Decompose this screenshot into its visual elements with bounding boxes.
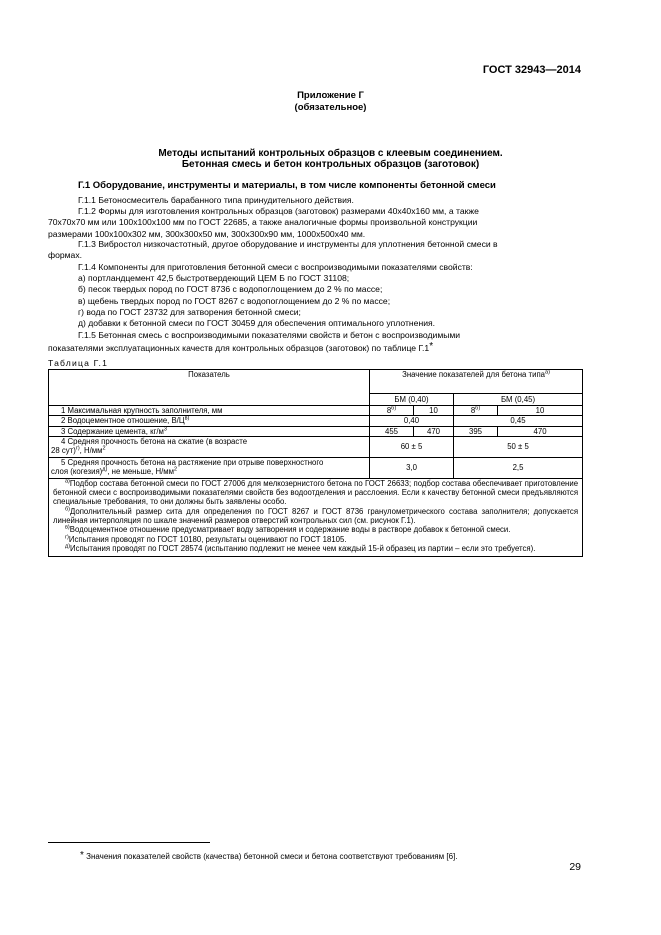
table-note bbox=[53, 507, 578, 526]
note-mark: в) bbox=[65, 524, 70, 531]
row-label-sup: 2 bbox=[173, 466, 178, 473]
paragraph-text: показателями эксплуатационных качеств для контрольных образцов (заготовок) по таблице Г.1 bbox=[48, 343, 430, 354]
row-label-text: 5 Средняя прочность бетона на растяжение при отрыве поверхностного bbox=[61, 457, 324, 467]
table-note bbox=[53, 535, 578, 544]
type-header-1: БМ (0,40) bbox=[370, 394, 454, 406]
table-row bbox=[49, 436, 583, 457]
note-text: Испытания проводят по ГОСТ 28574 (испытанию подлежит не менее чем каждый 15-й образец из партии – если это требуется). bbox=[70, 543, 536, 553]
note-mark: а) bbox=[65, 478, 70, 485]
note-mark: б) bbox=[65, 506, 70, 513]
row-label-text: слоя (когезия) bbox=[51, 467, 103, 477]
table-note bbox=[53, 544, 578, 553]
cell: 455 bbox=[370, 426, 414, 436]
row-label-sup: в) bbox=[184, 415, 190, 422]
row-label-text: , не меньше, Н/мм bbox=[107, 467, 174, 477]
cell bbox=[370, 406, 414, 416]
row-label-text: 28 сут) bbox=[51, 446, 76, 456]
header-values-text: Значение показателей для бетона типа bbox=[402, 370, 546, 379]
list-item: г) вода по ГОСТ 23732 для затворения бетонной смеси; bbox=[78, 307, 301, 317]
annex-title: Приложение Г bbox=[297, 90, 364, 101]
subsection-heading: Г.1 Оборудование, инструменты и материалы, в том числе компоненты бетонной смеси bbox=[78, 180, 496, 191]
row-label bbox=[49, 416, 370, 426]
paragraph-g13 bbox=[48, 239, 582, 262]
table-notes-row bbox=[49, 478, 583, 556]
footnote-separator bbox=[48, 842, 210, 843]
document-id: ГОСТ 32943—2014 bbox=[482, 64, 581, 76]
type-header-2: БМ (0,45) bbox=[454, 394, 583, 406]
cell: 3,0 bbox=[370, 457, 454, 478]
annex-status: (обязательное) bbox=[294, 102, 367, 113]
paragraph-g11: Г.1.1 Бетоносмеситель барабанного типа принудительного действия. bbox=[78, 195, 354, 205]
header-indicator: Показатель bbox=[49, 370, 370, 406]
cell: 50 ± 5 bbox=[454, 436, 583, 457]
cell: 10 bbox=[414, 406, 454, 416]
note-mark: д) bbox=[65, 543, 71, 550]
row-label-sup: д) bbox=[102, 466, 108, 473]
table-notes bbox=[49, 478, 583, 556]
page-number: 29 bbox=[569, 861, 581, 873]
row-label-line2 bbox=[51, 467, 367, 476]
row-label: 1 Максимальная крупность заполнителя, мм bbox=[49, 406, 370, 416]
footnote-mark: * bbox=[80, 850, 84, 861]
cell-sup: б) bbox=[391, 405, 397, 412]
paragraph-line: Г.1.3 Вибростол низкочастотный, другое оборудование и инструменты для уплотнения бетонной смеси в bbox=[78, 239, 498, 249]
list-item: в) щебень твердых пород по ГОСТ 8267 с водопоглощением до 2 % по массе; bbox=[78, 296, 391, 306]
list-item: д) добавки к бетонной смеси по ГОСТ 30459 для обеспечения оптимального уплотнения. bbox=[78, 318, 436, 328]
cell: 470 bbox=[498, 426, 583, 436]
cell: 0,40 bbox=[370, 416, 454, 426]
list-item: б) песок твердых пород по ГОСТ 8736 с водопоглощением до 2 % по массе; bbox=[78, 284, 383, 294]
row-label-text: 3 Содержание цемента, кг/м bbox=[61, 426, 164, 436]
cell: 60 ± 5 bbox=[370, 436, 454, 457]
table-row bbox=[49, 457, 583, 478]
row-label bbox=[49, 436, 370, 457]
table-note bbox=[53, 525, 578, 534]
table-row bbox=[49, 406, 583, 416]
cell: 0,45 bbox=[454, 416, 583, 426]
cell-sup: б) bbox=[475, 405, 481, 412]
cell-value: 8 bbox=[386, 406, 392, 415]
cell: 2,5 bbox=[454, 457, 583, 478]
paragraph-line: 70х70х70 мм или 100х100х100 мм по ГОСТ 22685, а также аналогичные формы произвольной конструкции bbox=[48, 217, 478, 228]
list-item: а) портландцемент 42,5 быстротвердеющий ЦЕМ Б по ГОСТ 31108; bbox=[78, 273, 350, 283]
footnote-text: Значения показателей свойств (качества) бетонной смеси и бетона соответствуют требованиям [6]. bbox=[86, 852, 458, 861]
table-note bbox=[53, 479, 578, 507]
note-text: Испытания проводят по ГОСТ 10180, результаты оценивают по ГОСТ 18105. bbox=[68, 534, 347, 544]
paragraph-g15 bbox=[48, 330, 582, 355]
row-label-line2 bbox=[51, 446, 367, 455]
paragraph-line: Г.1.2 Формы для изготовления контрольных образцов (заготовок) размерами 40х40х160 мм, а также bbox=[78, 206, 479, 216]
paragraph-line: формах. bbox=[48, 250, 83, 261]
cell: 395 bbox=[454, 426, 498, 436]
table-row bbox=[49, 416, 583, 426]
note-text: Дополнительный размер сита для определения по ГОСТ 8267 и ГОСТ 8736 гранулометрического состава заполнителя; допускается линейная интерполяция по шкале значений размеров отверстий контрольных сил (см. рисунок Г.1). bbox=[53, 506, 579, 526]
paragraph-line: Г.1.5 Бетонная смесь с воспроизводимыми показателями свойств и бетон с воспроизводимыми bbox=[78, 330, 461, 340]
note-text: Подбор состава бетонной смеси по ГОСТ 27006 для мелкозернистого бетона по ГОСТ 26633; подбор состава обеспечивает приготовление бетонной смеси с воспроизводимыми показателями свойств без водоотделения и расслоения. Если к качеству бетонной смеси предъявляются специальные требования, то они должны быть заявлены особо. bbox=[53, 478, 579, 507]
row-label-sup: 2 bbox=[102, 445, 106, 452]
row-label-sup: г) bbox=[75, 445, 80, 452]
paragraph-g14: Г.1.4 Компоненты для приготовления бетонной смеси с воспроизводимыми показателями свойств: bbox=[78, 262, 473, 272]
paragraph-line bbox=[48, 341, 582, 354]
header-values bbox=[370, 370, 583, 394]
row-label bbox=[49, 457, 370, 478]
section-title-line1: Методы испытаний контрольных образцов с клеевым соединением. bbox=[158, 148, 503, 159]
header-values-sup: а) bbox=[545, 369, 550, 376]
table-row bbox=[49, 426, 583, 436]
table-caption: Таблица Г.1 bbox=[48, 358, 109, 368]
properties-table bbox=[48, 369, 583, 557]
cell-value: 8 bbox=[470, 406, 476, 415]
row-label bbox=[49, 426, 370, 436]
footnote bbox=[80, 850, 457, 861]
paragraph-line: размерами 100х100х302 мм, 300х300х50 мм, 300х300х90 мм, 1000х500х40 мм. bbox=[48, 228, 366, 239]
cell: 470 bbox=[414, 426, 454, 436]
note-mark: г) bbox=[65, 534, 69, 541]
row-label-text: , Н/мм bbox=[79, 446, 103, 456]
row-label-text: 2 Водоцементное отношение, В/Ц bbox=[61, 416, 185, 426]
note-text: Водоцементное отношение предусматривает воду затворения и содержание воды в растворе добавок к бетонной смеси. bbox=[69, 525, 511, 535]
cell bbox=[454, 406, 498, 416]
cell: 10 bbox=[498, 406, 583, 416]
section-title-line2: Бетонная смесь и бетон контрольных образцов (заготовок) bbox=[181, 159, 480, 170]
paragraph-g12 bbox=[48, 206, 582, 240]
row-label-sup: 3 bbox=[163, 426, 167, 432]
footnote-marker: * bbox=[429, 341, 434, 353]
row-label-text: 4 Средняя прочность бетона на сжатие (в возрасте bbox=[61, 436, 248, 446]
